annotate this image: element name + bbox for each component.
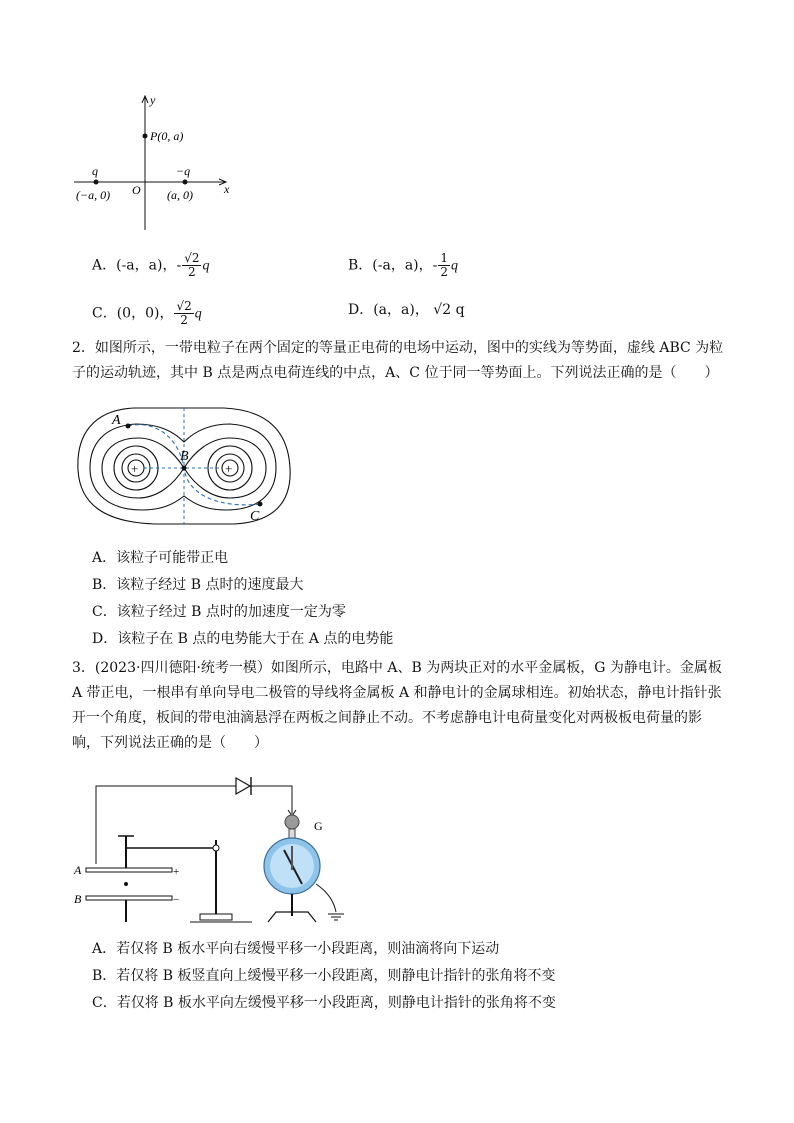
q2-option-b: B．该粒子经过 B 点时的速度最大 [92, 577, 304, 593]
charge-left [94, 180, 99, 185]
point-a [126, 424, 131, 429]
point-b [182, 466, 187, 471]
plate-b-sign: − [173, 894, 180, 906]
fraction: $\frac{√2}{2}$ [176, 299, 192, 327]
q1-option-d: D．(a，a)， √2 q [348, 302, 465, 318]
point-b-label: B [180, 449, 189, 464]
plate-b [86, 896, 172, 900]
point-p [143, 134, 148, 139]
electrometer-label: G [314, 819, 323, 833]
equipotential-figure [74, 404, 296, 528]
q1-option-a: A．(-a，a)，- $\frac{√2}{2}$ q [92, 251, 210, 279]
y-axis-label: y [150, 93, 156, 107]
coordinate-figure [70, 92, 240, 234]
q3-option-b: B．若仅将 B 板竖直向上缓慢平移一小段距离，则静电计指针的张角将不变 [92, 968, 556, 984]
ground-icon [328, 914, 344, 920]
q2-option-d: D．该粒子在 B 点的电势能大于在 A 点的电势能 [92, 631, 394, 647]
q3-option-c: C．若仅将 B 板水平向左缓慢平移一小段距离，则静电计指针的张角将不变 [92, 995, 556, 1011]
left-coord-label: (−a, 0) [76, 188, 111, 202]
electrometer-figure [72, 766, 352, 930]
plate-b-label: B [74, 892, 82, 906]
charge-left-label: q [92, 164, 98, 178]
point-c [258, 502, 263, 507]
trajectory-abc [128, 425, 260, 505]
right-coord-label: (a, 0) [167, 188, 193, 202]
x-axis-label: x [224, 182, 230, 196]
q3-option-a: A．若仅将 B 板水平向右缓慢平移一小段距离，则油滴将向下运动 [92, 941, 500, 957]
origin-label: O [132, 183, 141, 197]
q3-stem: 3．(2023·四川德阳·统考一模）如图所示，电路中 A、B 为两块正对的水平金属板，G 为静电计。金属板 A 带正电，一根串有单向导电二极管的导线将金属板 A 和静电计的金属球相连。初始状态，静电计指针张 开一个角度，板间的带电油滴悬浮在两板之间静止不动。不考虑静电计电荷量变化对两极板电荷量的影 响，下列说法正确的是（ ） [72, 660, 722, 751]
oil-drop [124, 882, 128, 886]
charge-right-label: −q [176, 164, 191, 178]
diode-icon [236, 777, 251, 795]
q1-option-c: C．(0，0)， $\frac{√2}{2}$ q [92, 299, 202, 327]
electrometer-ball [285, 815, 299, 829]
point-a-label: A [112, 413, 121, 428]
q2-option-c: C．该粒子经过 B 点时的加速度一定为零 [92, 604, 346, 620]
plate-a [86, 868, 172, 872]
q2-option-a: A．该粒子可能带正电 [92, 550, 229, 566]
charge-right-sign: + [225, 461, 233, 476]
charge-left-sign: + [131, 461, 139, 476]
q2-stem: 2．如图所示，一带电粒子在两个固定的等量正电荷的电场中运动，图中的实线为等势面，虚线 ABC 为粒 子的运动轨迹，其中 B 点是两点电荷连线的中点，A、C 位于同一等势面上。下列说法正确的是（ ） [72, 340, 724, 381]
plate-a-sign: + [173, 866, 180, 878]
stand-clamp [213, 845, 219, 851]
point-p-label: P(0, a) [150, 129, 184, 143]
q1-option-b: B．(-a，a)，- $\frac{1}{2}$ q [348, 251, 459, 279]
plate-a-label: A [74, 863, 82, 877]
point-c-label: C [250, 509, 260, 524]
fraction: $\frac{√2}{2}$ [184, 251, 200, 279]
charge-right [183, 180, 188, 185]
fraction: $\frac{1}{2}$ [440, 251, 449, 279]
stand-base [200, 914, 232, 920]
ground-wire [316, 884, 336, 912]
